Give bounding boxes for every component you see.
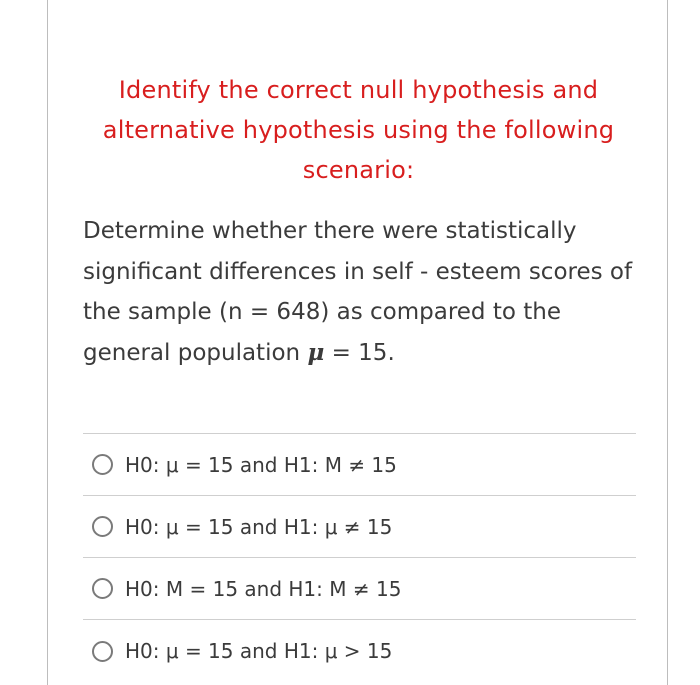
radio-button[interactable] <box>92 454 113 475</box>
body-last-prefix: general population <box>83 339 308 366</box>
body-line: significant differences in self - esteem scores of <box>83 258 633 285</box>
title-line: Identify the correct null hypothesis and <box>118 76 599 104</box>
answer-option[interactable] <box>83 496 636 558</box>
radio-button[interactable] <box>92 641 113 662</box>
body-line: Determine whether there were statistically <box>83 218 577 244</box>
body-last-suffix: = 15. <box>324 339 395 366</box>
answer-option[interactable] <box>83 620 636 682</box>
title-line: alternative hypothesis using the following <box>102 116 615 144</box>
radio-button[interactable] <box>92 578 113 599</box>
answer-options <box>83 433 636 682</box>
question-body <box>83 211 643 373</box>
title-line: scenario: <box>302 156 415 184</box>
option-label: H0: M = 15 and H1: M ≠ 15 <box>125 576 402 601</box>
question-title <box>48 70 669 190</box>
answer-option[interactable] <box>83 434 636 496</box>
question-card <box>47 0 668 685</box>
option-label: H0: μ = 15 and H1: M ≠ 15 <box>125 452 397 477</box>
body-line <box>83 333 643 374</box>
mu-symbol: μ <box>307 338 325 366</box>
body-line: the sample (n = 648) as compared to the <box>83 299 561 325</box>
option-label: H0: μ = 15 and H1: μ > 15 <box>125 639 393 663</box>
answer-option[interactable] <box>83 558 636 620</box>
option-label: H0: μ = 15 and H1: μ ≠ 15 <box>125 514 393 539</box>
radio-button[interactable] <box>92 516 113 537</box>
